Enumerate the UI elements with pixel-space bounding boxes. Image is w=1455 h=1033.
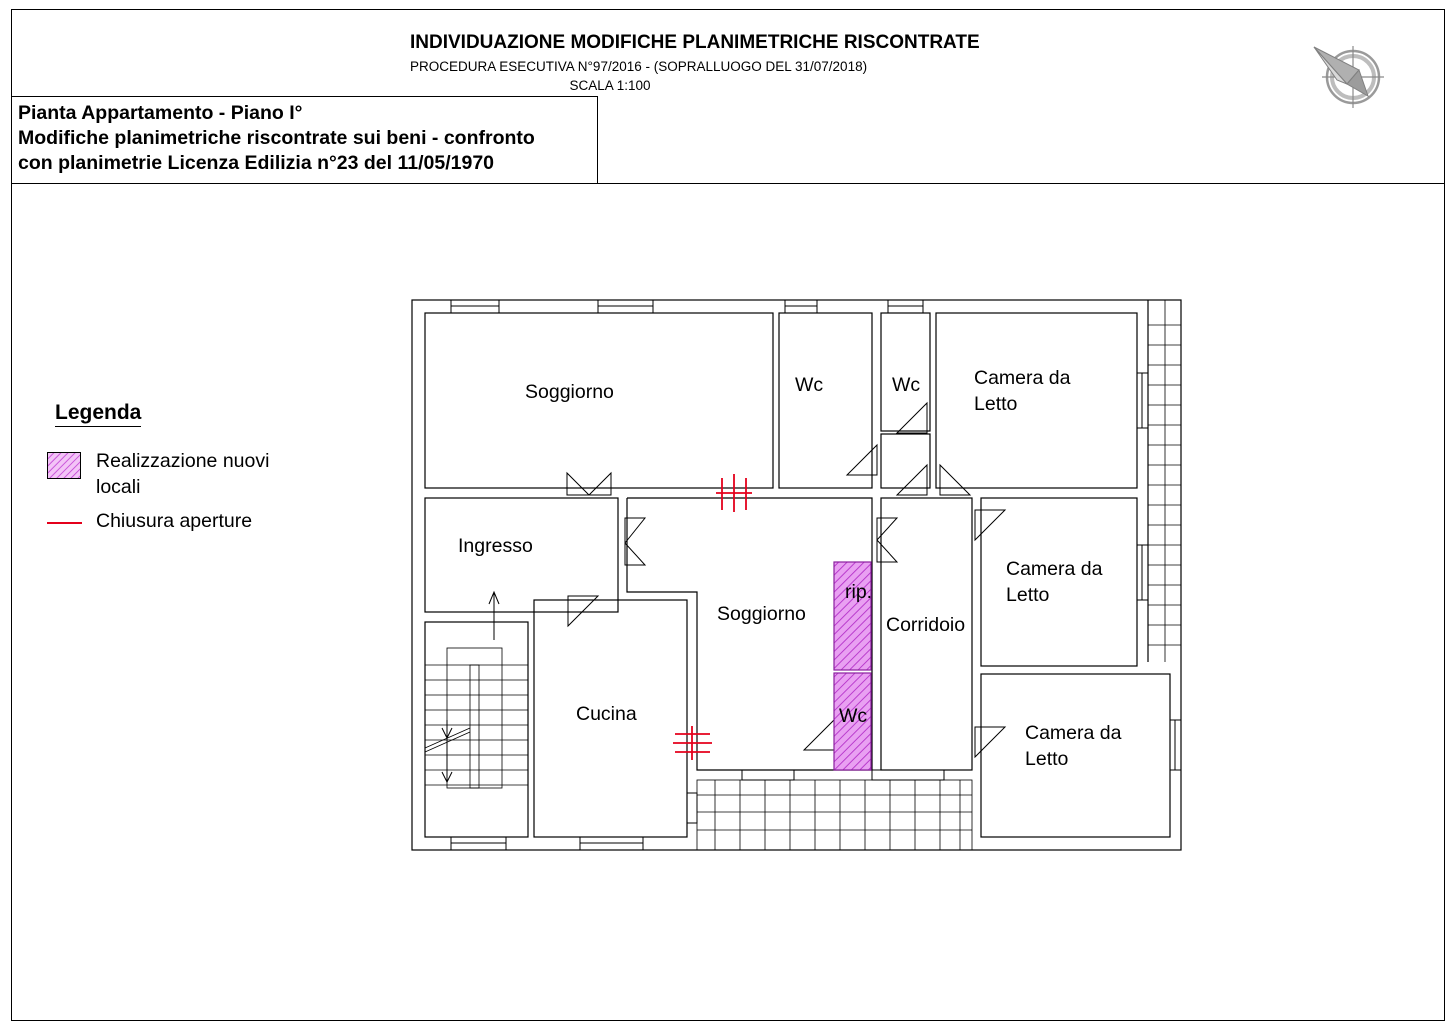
- scale-label: SCALA 1:100: [569, 78, 651, 93]
- new-room-rip: [834, 562, 871, 670]
- label-rip: rip.: [845, 581, 873, 603]
- room-wc-2-vestibule: [881, 434, 930, 488]
- label-camera-1-b: Letto: [974, 393, 1018, 415]
- label-corridoio: Corridoio: [886, 614, 966, 636]
- legend-new-rooms-label: Realizzazione nuovi locali: [96, 450, 270, 498]
- room-camera-2: [981, 498, 1137, 666]
- label-camera-1-a: Camera da: [974, 367, 1071, 389]
- room-camera-1: [936, 313, 1137, 488]
- label-camera-3-a: Camera da: [1025, 722, 1122, 744]
- info-line-2: Modifiche planimetriche riscontrate sui beni - confronto: [18, 127, 535, 149]
- stair-well: [425, 622, 528, 837]
- label-camera-3-b: Letto: [1025, 748, 1069, 770]
- room-wc-1: [779, 313, 872, 488]
- info-line-3: con planimetrie Licenza Edilizia n°23 del 11/05/1970: [18, 152, 495, 174]
- room-wc-2: [881, 313, 930, 431]
- label-camera-2-a: Camera da: [1006, 558, 1103, 580]
- drawing-title: INDIVIDUAZIONE MODIFICHE PLANIMETRICHE RISCONTRATE: [410, 32, 980, 53]
- info-line-1: Pianta Appartamento - Piano I°: [18, 102, 303, 124]
- label-camera-2-b: Letto: [1006, 584, 1050, 606]
- balcony-east-tiles: [1148, 300, 1181, 662]
- stair-direction-arrows-icon: [442, 592, 499, 782]
- label-wc-2: Wc: [892, 374, 921, 396]
- label-wc-1: Wc: [795, 374, 824, 396]
- label-soggiorno-center: Soggiorno: [717, 603, 806, 625]
- label-cucina: Cucina: [576, 703, 637, 725]
- stair-treads: [425, 648, 528, 788]
- label-ingresso: Ingresso: [458, 535, 533, 557]
- procedure-subtitle: PROCEDURA ESECUTIVA N°97/2016 - (SOPRALLUOGO DEL 31/07/2018): [410, 59, 868, 74]
- legend-closed-openings-label: Chiusura aperture: [96, 510, 253, 532]
- legend-title: Legenda: [55, 401, 141, 427]
- label-soggiorno-top: Soggiorno: [525, 381, 614, 403]
- room-camera-3: [981, 674, 1170, 837]
- label-wc-new: Wc: [839, 705, 868, 727]
- terrace-south-tiles: [697, 780, 972, 850]
